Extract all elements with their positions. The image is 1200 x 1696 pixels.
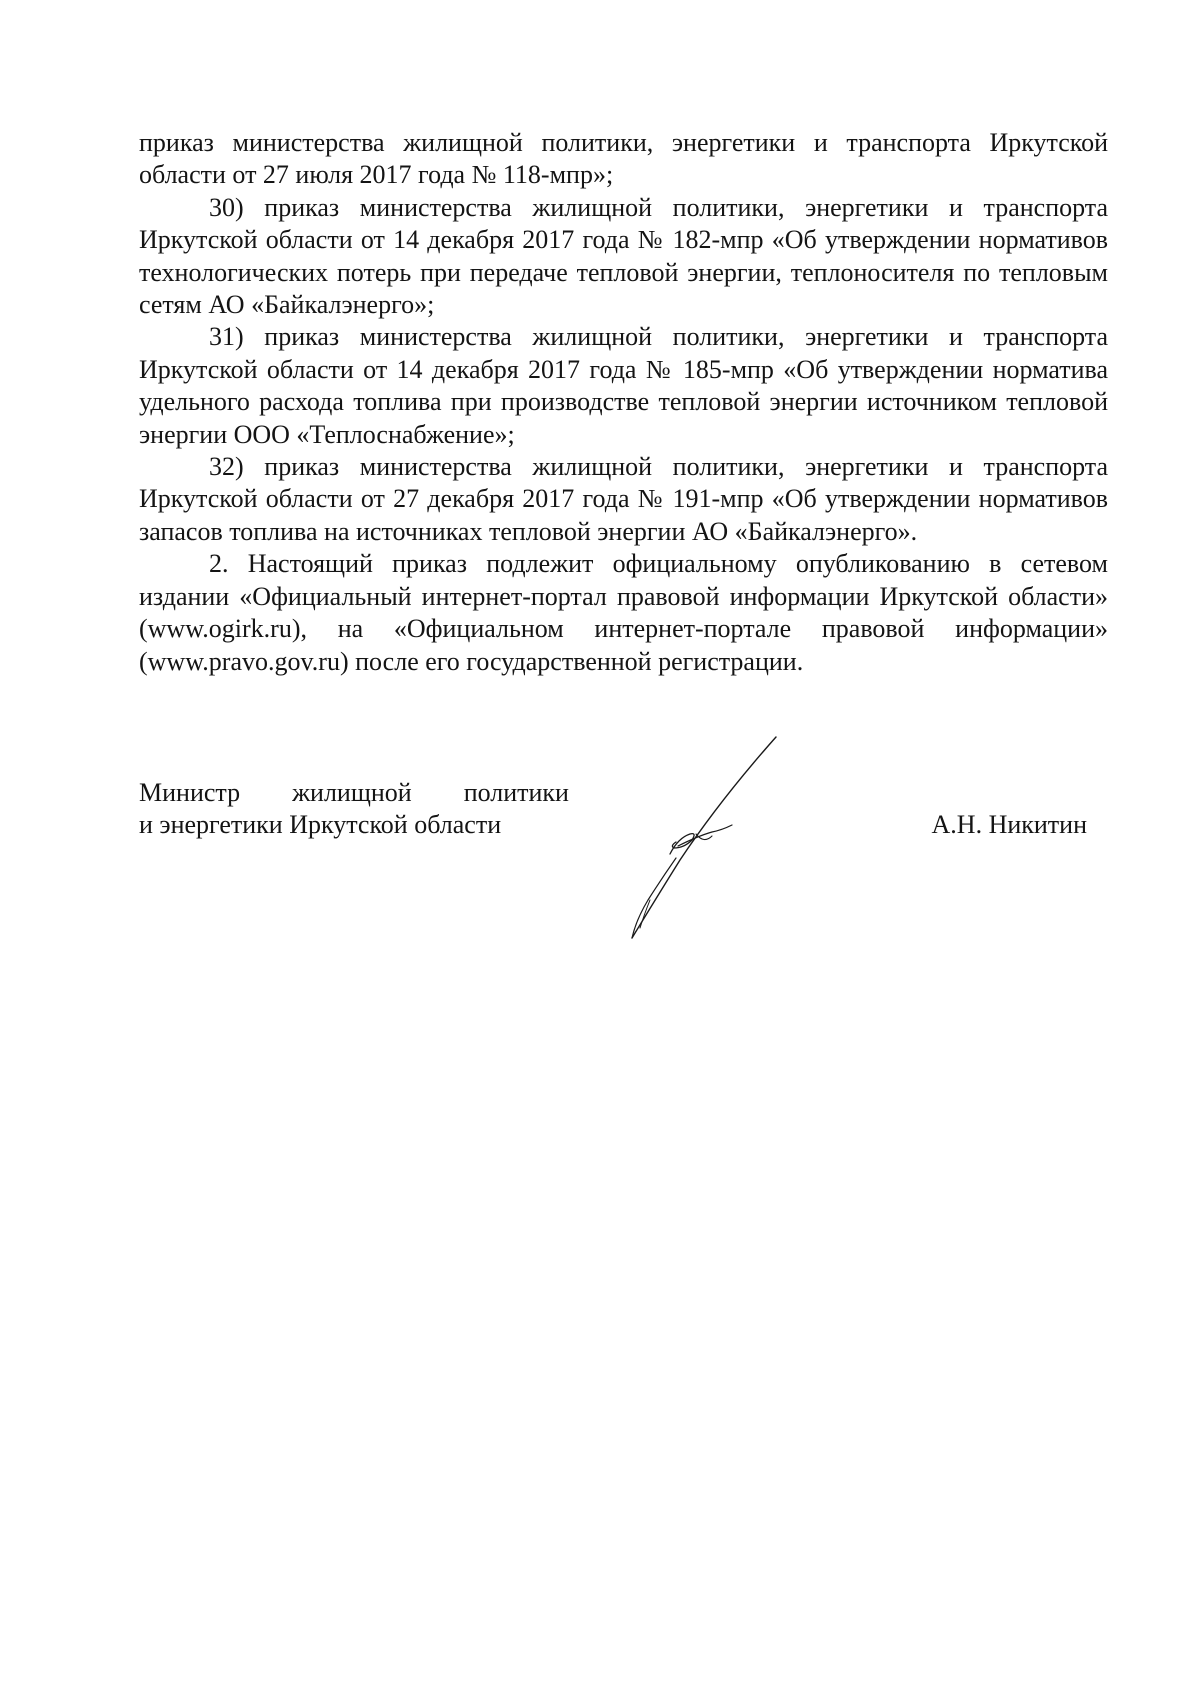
signatory-name: А.Н. Никитин	[931, 810, 1087, 839]
paragraph-item-30: 30) приказ министерства жилищной политики, энергетики и транспорта Иркутской области от 14 декабря 2017 года № 182-мпр «Об утверждении нормативов технологических потерь при передаче тепловой энергии, теплоносителя по тепловым сетям АО «Байкалэнерго»;	[139, 192, 1108, 320]
signatory-title	[139, 777, 569, 842]
signatory-title-word: политики	[463, 778, 569, 807]
document-body	[139, 127, 1108, 678]
signatory-title-word: жилищной	[292, 778, 412, 807]
signatory-title-line-2: и энергетики Иркутской области	[139, 810, 502, 840]
paragraph-item-31: 31) приказ министерства жилищной политики, энергетики и транспорта Иркутской области от 14 декабря 2017 года № 185-мпр «Об утверждении норматива удельного расхода топлива при производстве тепловой энергии источником тепловой энергии ООО «Теплоснабжение»;	[139, 322, 1108, 449]
paragraph-item-32: 32) приказ министерства жилищной политики, энергетики и транспорта Иркутской области от 27 декабря 2017 года № 191-мпр «Об утверждении нормативов запасов топлива на источниках тепловой энергии АО «Байкалэнерго».	[139, 452, 1108, 546]
signatory-title-word: Министр	[139, 778, 241, 807]
paragraph-clause-2: 2. Настоящий приказ подлежит официальному опубликованию в сетевом издании «Официальный интернет-портал правовой информации Иркутской области» (www.ogirk.ru), на «Официальном интернет-портале правовой информации» (www.pravo.gov.ru) после его государственной регистрации.	[139, 549, 1108, 676]
handwritten-signature	[600, 730, 850, 950]
signatory-title-line-1	[139, 777, 569, 809]
paragraph-continuation: приказ министерства жилищной политики, энергетики и транспорта Иркутской области от 27 июля 2017 года № 118-мпр»;	[139, 128, 1108, 190]
